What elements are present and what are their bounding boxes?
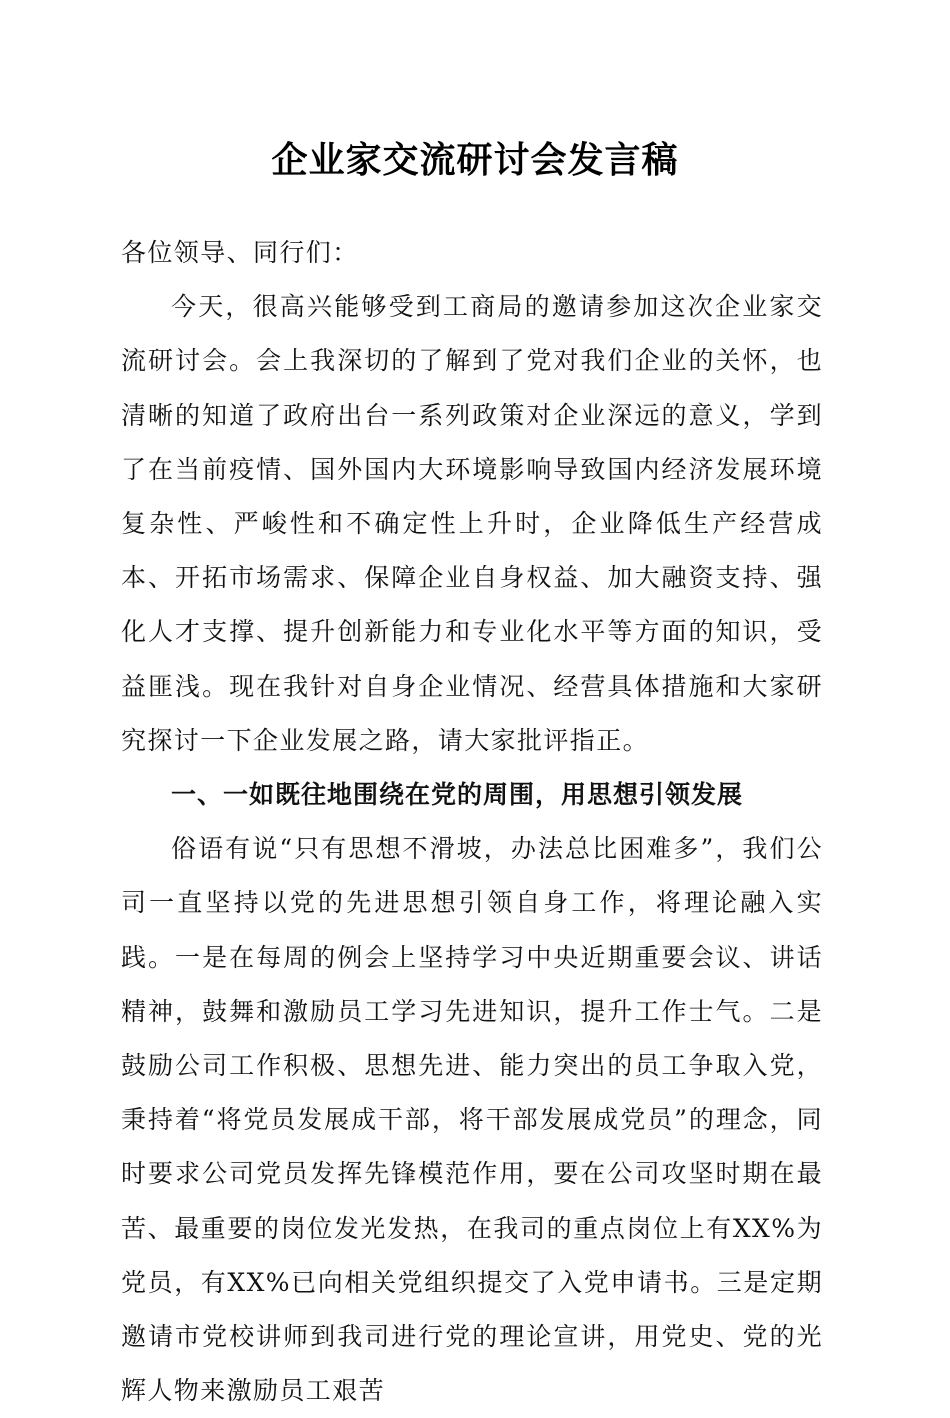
section-paragraph: 俗语有说“只有思想不滑坡，办法总比困难多”，我们公司一直坚持以党的先进思想引领自身工作，将理论融入实践。一是在每周的例会上坚持学习中央近期重要会议、讲话精神，鼓舞和激励员工学习先进知识，提升工作士气。二是鼓励公司工作积极、思想先进、能力突出的员工争取入党，秉持着“将党员发展成干部，将干部发展成党员”的理念，同时要求公司党员发挥先锋模范作用，要在公司攻坚时期在最苦、最重要的岗位发光发热，在我司的重点岗位上有XX%为党员，有XX%已向相关党组织提交了入党申请书。三是定期邀请市党校讲师到我司进行党的理论宣讲，用党史、党的光辉人物来激励员工艰苦: [121, 834, 823, 1406]
document-title: 企业家交流研讨会发言稿: [271, 139, 679, 181]
section-heading: 一、一如既往地围绕在党的周围，用思想引领发展: [171, 780, 744, 810]
salutation: 各位领导、同行们：: [121, 238, 359, 267]
intro-paragraph: 今天，很高兴能够受到工商局的邀请参加这次企业家交流研讨会。会上我深切的了解到了党对我们企业的关怀，也清晰的知道了政府出台一系列政策对企业深远的意义，学到了在当前疫情、国外国内大环境影响导致国内经济发展环境复杂性、严峻性和不确定性上升时，企业降低生产经营成本、开拓市场需求、保障企业自身权益、加大融资支持、强化人才支撑、提升创新能力和专业化水平等方面的知识，受益匪浅。现在我针对自身企业情况、经营具体措施和大家研究探讨一下企业发展之路，请大家批评指正。: [121, 292, 823, 755]
document-body: [121, 226, 823, 1418]
